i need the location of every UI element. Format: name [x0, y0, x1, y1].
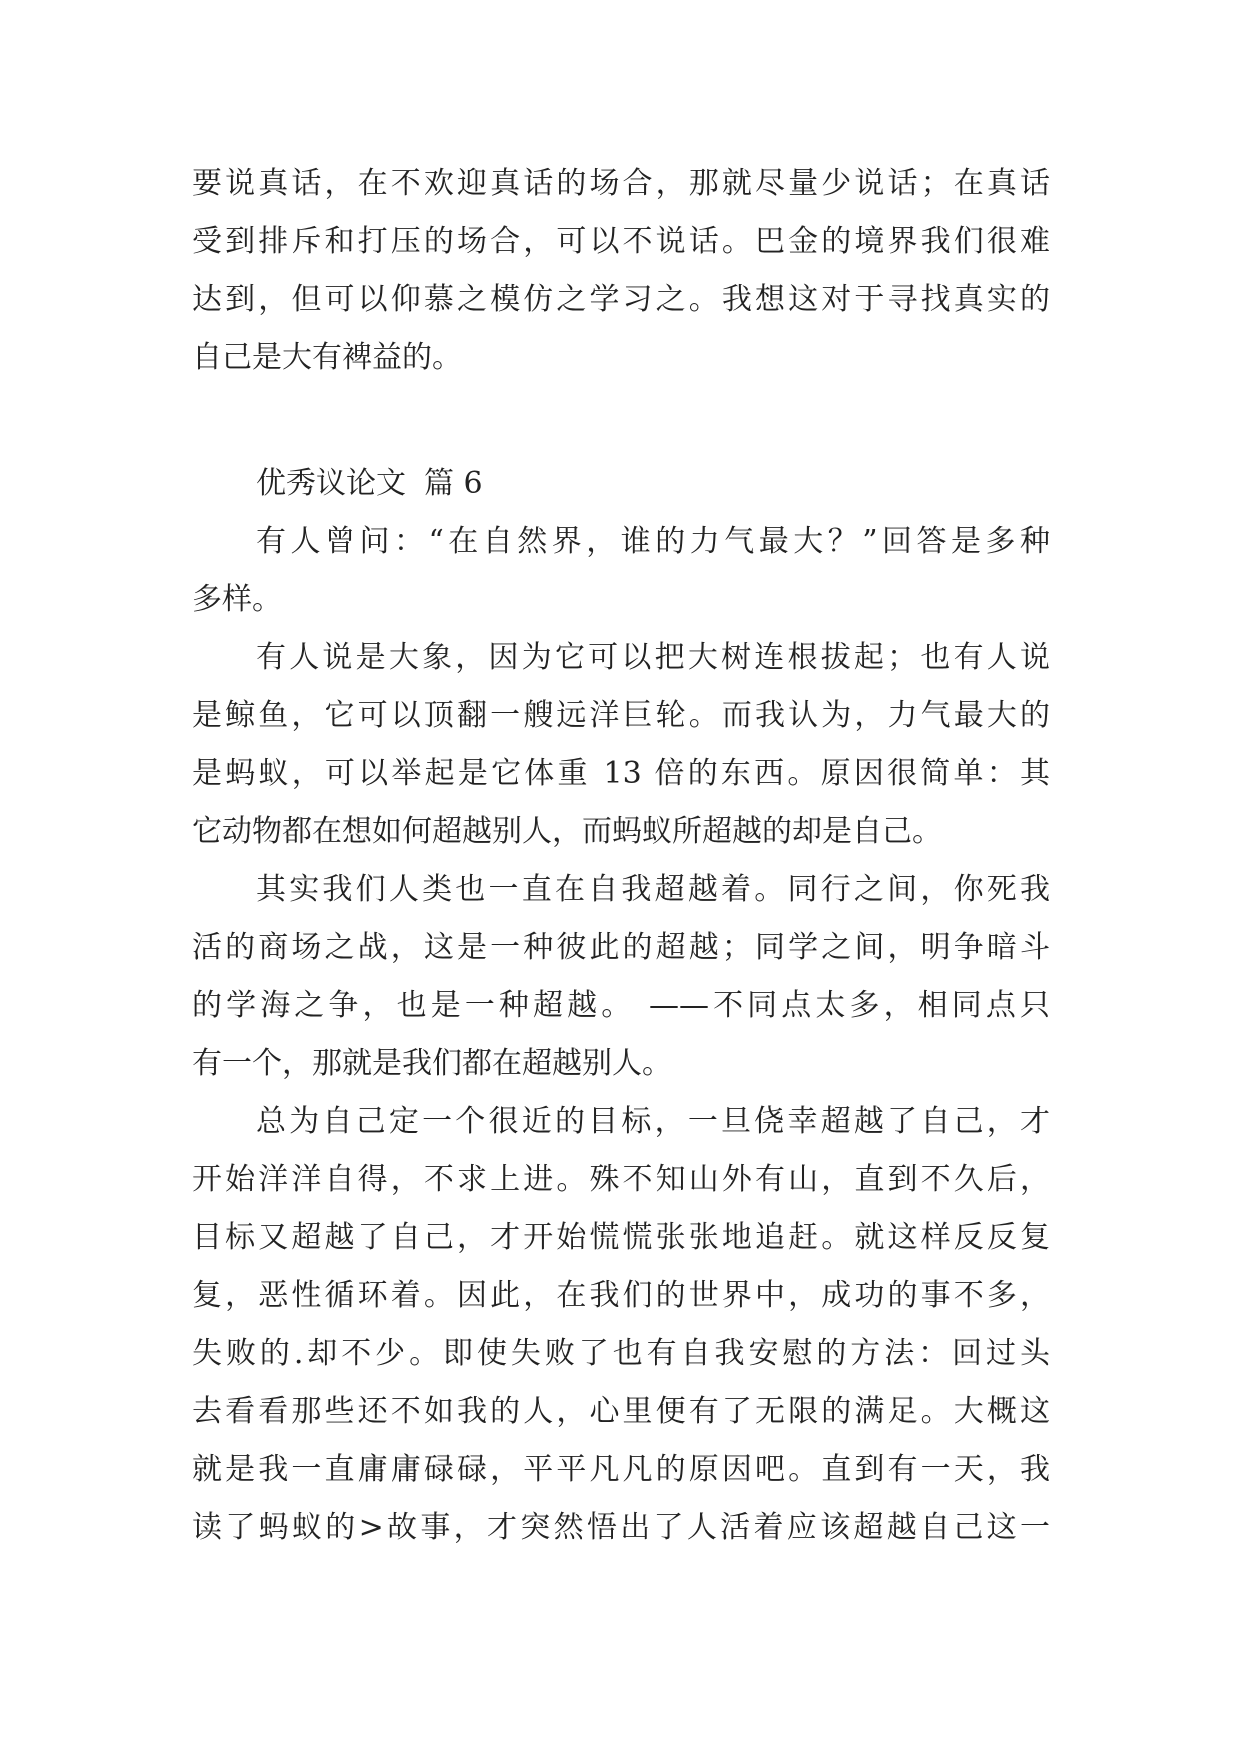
section-title: 优秀议论文	[256, 466, 406, 501]
text-line: 复，恶性循环着。因此，在我们的世界中，成功的事不多，	[192, 1278, 1050, 1313]
text-line: 其实我们人类也一直在自我超越着。同行之间，你死我	[256, 872, 1050, 907]
section-heading	[192, 455, 1050, 513]
text-line: 有人说是大象，因为它可以把大树连根拔起；也有人说	[256, 640, 1050, 675]
text-line: 有人曾问：“在自然界，谁的力气最大？”回答是多种	[256, 524, 1050, 559]
document-body	[192, 155, 1050, 1557]
section-gap	[192, 387, 1050, 455]
paragraph	[192, 513, 1050, 629]
text-line: 读了蚂蚁的>故事，才突然悟出了人活着应该超越自己这一	[192, 1510, 1050, 1545]
text-line: 失败的.却不少。即使失败了也有自我安慰的方法：回过头	[192, 1336, 1050, 1371]
paragraph	[192, 1093, 1050, 1557]
section-label: 篇 6	[424, 466, 483, 501]
text-line: 总为自己定一个很近的目标，一旦侥幸超越了自己，才	[256, 1104, 1050, 1139]
text-line: 是鲸鱼，它可以顶翻一艘远洋巨轮。而我认为，力气最大的	[192, 698, 1050, 733]
text-line: 活的商场之战，这是一种彼此的超越；同学之间，明争暗斗	[192, 930, 1050, 965]
text-line: 它动物都在想如何超越别人，而蚂蚁所超越的却是自己。	[192, 814, 942, 849]
intro-paragraph	[192, 155, 1050, 387]
text-line: 的学海之争，也是一种超越。 ——不同点太多，相同点只	[192, 988, 1050, 1023]
paragraph	[192, 861, 1050, 1093]
text-line: 目标又超越了自己，才开始慌慌张张地追赶。就这样反反复	[192, 1220, 1050, 1255]
text-line: 就是我一直庸庸碌碌，平平凡凡的原因吧。直到有一天，我	[192, 1452, 1050, 1487]
text-line: 受到排斥和打压的场合，可以不说话。巴金的境界我们很难	[192, 224, 1050, 259]
text-line: 要说真话，在不欢迎真话的场合，那就尽量少说话；在真话	[192, 166, 1050, 201]
text-line: 有一个，那就是我们都在超越别人。	[192, 1046, 672, 1081]
paragraph	[192, 629, 1050, 861]
text-line: 达到，但可以仰慕之模仿之学习之。我想这对于寻找真实的	[192, 282, 1050, 317]
text-line: 多样。	[192, 582, 282, 617]
text-line: 自己是大有裨益的。	[192, 340, 462, 375]
text-line: 去看看那些还不如我的人，心里便有了无限的满足。大概这	[192, 1394, 1050, 1429]
text-line: 开始洋洋自得，不求上进。殊不知山外有山，直到不久后，	[192, 1162, 1050, 1197]
text-line: 是蚂蚁，可以举起是它体重 13 倍的东西。原因很简单：其	[192, 756, 1050, 791]
